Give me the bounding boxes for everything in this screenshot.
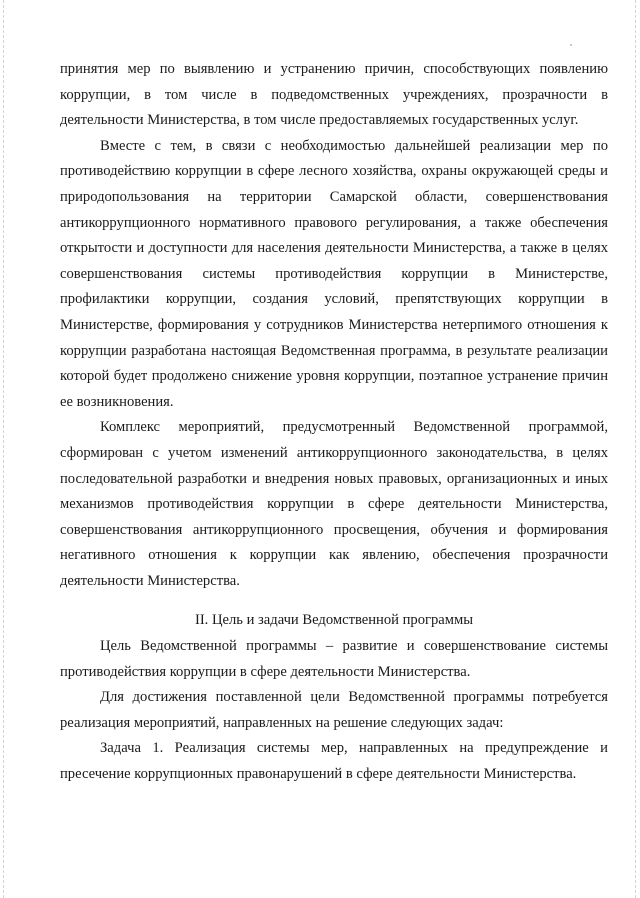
- paragraph-task-1: Задача 1. Реализация системы мер, направленных на предупреждение и пресечение коррупционных правонарушений в сфере деятельности Министерства.: [60, 740, 608, 783]
- paragraph-program-goal: Цель Ведомственной программы – развитие и совершенствование системы противодействия коррупции в сфере деятельности Министерства.: [60, 638, 608, 680]
- paragraph-anticorruption-measures: Вместе с тем, в связи с необходимостью дальнейшей реализации мер по противодействию коррупции в сфере лесного хозяйства, охраны окружающей среды и природопользования на территории Самарской области, совершенствования антикоррупционного нормативного правового регулирования, а также обеспечения открытости и доступности для населения деятельности Министерства, а также в целях совершенствования системы противодействия коррупции в Министерстве, профилактики коррупции, создания условий, препятствующих коррупции в Министерстве, формирования у сотрудников Министерства нетерпимого отношения к коррупции разработана настоящая Ведомственная программа, в результате реализации которой будет продолжено снижение уровня коррупции, поэтапное устранение причин ее возникновения.: [60, 137, 608, 410]
- document-body: [60, 57, 608, 788]
- paragraph-goal-achievement: Для достижения поставленной цели Ведомственной программы потребуется реализация мероприятий, направленных на решение следующих задач:: [60, 689, 608, 731]
- scan-edge-right: [635, 0, 636, 898]
- scan-edge-left: [3, 0, 4, 898]
- section-heading: II. Цель и задачи Ведомственной программы: [194, 612, 474, 629]
- scan-speck: [570, 44, 572, 46]
- paragraph-continuation: принятия мер по выявлению и устранению причин, способствующих появлению коррупции, в том числе в подведомственных учреждениях, прозрачности в деятельности Министерства, в том числе предоставляемых государственных услуг.: [60, 61, 608, 129]
- paragraph-measures-complex: Комплекс мероприятий, предусмотренный Ведомственной программой, сформирован с учетом изменений антикоррупционного законодательства, в целях последовательной разработки и внедрения новых правовых, организационных и иных механизмов противодействия коррупции в сфере деятельности Министерства, совершенствования антикоррупционного просвещения, обучения и формирования негативного отношения к коррупции как явлению, обеспечения прозрачности деятельности Министерства.: [60, 419, 608, 589]
